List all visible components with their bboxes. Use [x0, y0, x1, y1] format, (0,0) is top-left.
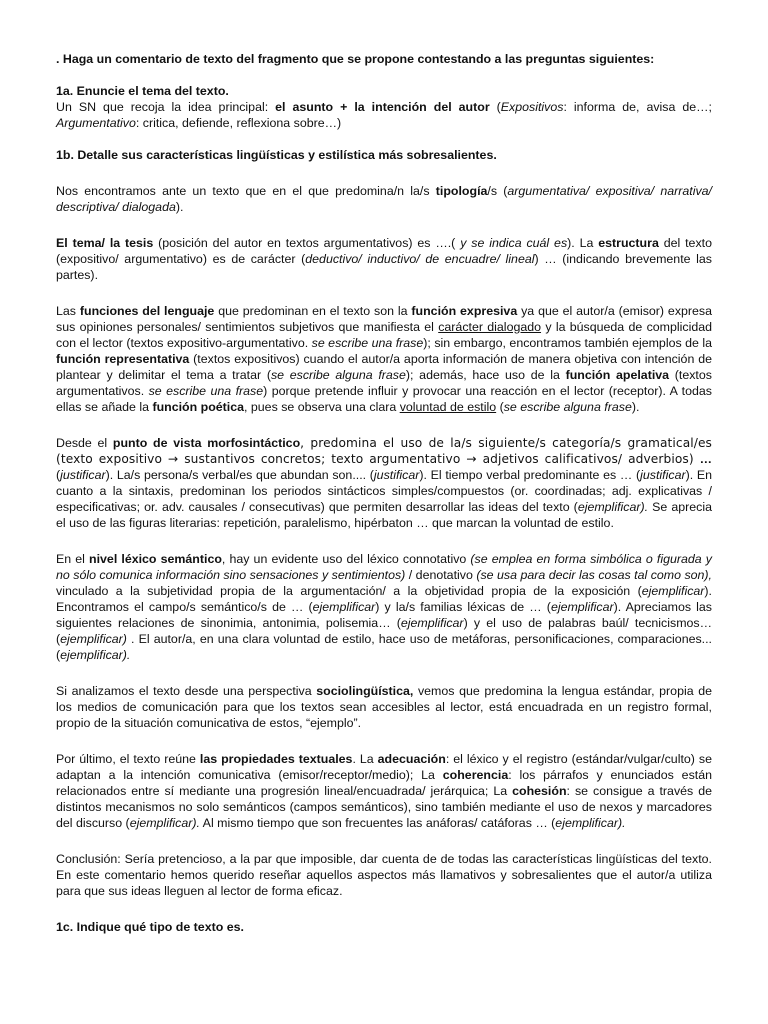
- text-run-bold: sociolingüística,: [316, 684, 414, 698]
- text-run-italic: justificar: [640, 468, 686, 482]
- text-run-italic: (se emplea en forma simbólica o figurada y no sólo comunica información sino sensaciones y sentimientos): [56, 552, 712, 582]
- text-run-bold: funciones del lenguaje: [79, 304, 215, 318]
- text-run-bold: las propiedades textuales: [199, 752, 353, 766]
- paragraph-morfosintactico: [56, 435, 712, 531]
- text-run-bold: función poética: [152, 400, 245, 414]
- text-run: ) porque pretende influir y provocar una reacción en el lector (receptor). A todas ellas se añade la: [56, 384, 712, 414]
- text-run-italic: y se indica cuál es: [460, 236, 568, 250]
- text-run-alt-font: , predomina el uso de la/s siguiente/s categoría/s gramatical/es (texto expositivo → sustantivos concretos; texto argumentativo → adjetivos calificativos/ adverbios): [56, 436, 712, 466]
- paragraph-tema: [56, 235, 712, 283]
- text-run-bold: adecuación: [377, 752, 446, 766]
- text-run-underline: voluntad de estilo: [399, 400, 497, 414]
- text-run-underline: carácter dialogado: [438, 320, 542, 334]
- text-run: En el: [56, 552, 90, 566]
- text-run: Si analizamos el texto desde una perspectiva: [56, 684, 317, 698]
- text-run-bold: coherencia: [442, 768, 509, 782]
- text-run: : se consigue a través de distintos mecanismos no solo semánticos (campos semánticos), sino también mediante el uso de nexos y marcadores del discurso (: [56, 784, 712, 830]
- text-run: /s (: [487, 184, 508, 198]
- text-run: Desde el: [56, 436, 113, 450]
- text-run-bold: …: [699, 452, 712, 466]
- text-run: ); además, hace uso de la: [405, 368, 566, 382]
- text-run: . El autor/a, en una clara voluntad de estilo, hace uso de metáforas, personificaciones, comparaciones... (: [56, 632, 712, 662]
- text-run: ) … (indicando brevemente las partes).: [56, 252, 712, 282]
- text-run-italic: se escribe una frase: [148, 384, 264, 398]
- text-run-italic: Expositivos: [500, 100, 564, 114]
- text-run: : los párrafos y enunciados están relacionados entre sí mediante una progresión lineal/encuadrada/ jerárquica; La: [56, 768, 712, 798]
- text-run: Por último, el texto reúne: [56, 752, 200, 766]
- paragraph-tipologia: [56, 183, 712, 215]
- paragraph-sociolinguistica: [56, 683, 712, 731]
- text-run: ). Encontramos el campo/s semántico/s de … (: [56, 584, 712, 614]
- text-run: / denotativo: [405, 568, 477, 582]
- text-run: ). El tiempo verbal predominante es … (: [419, 468, 641, 482]
- text-run: : informa de, avisa de…;: [563, 100, 712, 114]
- paragraph-conclusion: Conclusión: Sería pretencioso, a la par que imposible, dar cuenta de de todas las características lingüísticas del texto. En este comentario hemos querido reseñar aquellos aspectos más llamativos y sobresalientes que el autor/a utiliza para que sus ideas lleguen al lector de forma eficaz.: [56, 852, 712, 898]
- text-run-italic: deductivo/ inductivo/ de encuadre/ lineal: [305, 252, 535, 266]
- text-run: ).: [175, 200, 184, 214]
- text-run: Se aprecia el uso de las figuras literarias: repetición, paralelismo, hipérbaton … que marcan la voluntad de estilo.: [56, 500, 712, 530]
- text-run: ); sin embargo, encontramos también ejemplos de la: [423, 336, 713, 350]
- text-run: (: [56, 468, 61, 482]
- text-run-italic: se escribe alguna frase: [270, 368, 406, 382]
- text-run: (textos argumentativos.: [56, 368, 712, 398]
- text-run-bold: función apelativa: [565, 368, 670, 382]
- text-run: . La: [352, 752, 378, 766]
- text-run: y la búsqueda de complicidad con el lector (textos expositivo-argumentativo.: [56, 320, 712, 350]
- text-run: ya que el autor/a (emisor) expresa sus opiniones personales/ sentimientos subjetivos que manifiesta el: [56, 304, 713, 334]
- text-run-italic: se escribe una frase: [311, 336, 424, 350]
- paragraph-funciones: [56, 303, 712, 415]
- question-1a-heading: 1a. Enuncie el tema del texto.: [56, 84, 229, 98]
- text-run: : el léxico y el registro (estándar/vulgar/culto) se adaptan a la intención comunicativa (emisor/receptor/medio); La: [56, 752, 712, 782]
- text-run-bold: tipología: [435, 184, 488, 198]
- text-run: ) y la/s familias léxicas de … (: [375, 600, 551, 614]
- text-run-bold: nivel léxico semántico: [89, 552, 222, 566]
- text-run: Las: [56, 304, 80, 318]
- question-1b-heading: 1b. Detalle sus características lingüísticas y estilística más sobresalientes.: [56, 148, 497, 162]
- text-run-bold: El tema/ la tesis: [56, 236, 154, 250]
- text-run: Al mismo tiempo que son frecuentes las anáforas/ catáforas … (: [199, 816, 556, 830]
- text-run-italic: ejemplificar: [641, 584, 705, 598]
- text-run-bold: función expresiva: [411, 304, 518, 318]
- text-run: ). En cuanto a la sintaxis, predominan los periodos sintácticos simples/compuestos (or. coordinadas; adj. explicativas / especificativas; or. adv. causales / consecutivas) que permiten desarrollar las ideas del texto (: [56, 468, 713, 514]
- instructions-heading: . Haga un comentario de texto del fragmento que se propone contestando a las preguntas siguientes:: [56, 52, 655, 66]
- text-run: (textos expositivos) cuando el autor/a aporta información de manera objetiva con intención de plantear y delimitar el tema a tratar (: [56, 352, 712, 382]
- text-run-bold: estructura: [598, 236, 659, 250]
- text-run-italic: (se usa para decir las cosas tal como son),: [476, 568, 712, 582]
- text-run: , hay un evidente uso del léxico connotativo: [221, 552, 471, 566]
- text-run: ). Apreciamos las siguientes relaciones de sinonimia, antonimia, polisemia… (: [56, 600, 712, 630]
- text-run: Un SN que recoja la idea principal:: [56, 100, 276, 114]
- paragraph-lexico-semantico: [56, 551, 712, 663]
- text-run-bold: cohesión: [512, 784, 567, 798]
- question-1c-heading: 1c. Indique qué tipo de texto es.: [56, 920, 244, 934]
- text-run-italic: ejemplificar).: [60, 648, 131, 662]
- text-run-italic: justificar: [60, 468, 106, 482]
- text-run-bold: punto de vista morfosintáctico: [112, 436, 301, 450]
- text-run: , pues se observa una clara: [244, 400, 400, 414]
- text-run: Nos encontramos ante un texto que en el que predomina/n la/s: [56, 184, 436, 198]
- text-run-italic: justificar: [373, 468, 420, 482]
- text-run-italic: ejemplificar).: [129, 816, 200, 830]
- text-run: (: [489, 100, 501, 114]
- text-run-italic: argumentativa/ expositiva/ narrativa/ descriptiva/ dialogada: [56, 184, 712, 214]
- text-run: ) y el uso de palabras baúl/ tecnicismos… (: [56, 616, 712, 646]
- text-run: (posición del autor en textos argumentativos) es ….(: [153, 236, 461, 250]
- text-run: ). La/s persona/s verbal/es que abundan son.... (: [105, 468, 374, 482]
- text-run-bold: función representativa: [56, 352, 190, 366]
- text-run: ).: [631, 400, 640, 414]
- text-run-italic: ejemplificar: [312, 600, 376, 614]
- text-run-italic: ejemplificar): [60, 632, 127, 646]
- text-run-italic: se escribe alguna frase: [503, 400, 632, 414]
- text-run-italic: Argumentativo: [56, 116, 136, 130]
- text-run-bold: el asunto + la intención del autor: [275, 100, 490, 114]
- text-run: : critica, defiende, reflexiona sobre…): [135, 116, 342, 130]
- text-run: del texto (expositivo/ argumentativo) es de carácter (: [56, 236, 712, 266]
- text-run: vemos que predomina la lengua estándar, propia de los medios de comunicación para que los textos sean accesibles al lector, está encuadrada en un registro formal, propio de la situación comunicativa de estos, “ejemplo”.: [56, 684, 713, 730]
- text-run: (: [496, 400, 504, 414]
- question-1a-body: [56, 99, 712, 131]
- text-run-italic: ejemplificar).: [577, 500, 649, 514]
- text-run-italic: ejemplificar: [400, 616, 464, 630]
- text-run-italic: ejemplificar).: [555, 816, 626, 830]
- text-run: que predominan en el texto son la: [214, 304, 412, 318]
- text-run-italic: ejemplificar: [550, 600, 614, 614]
- paragraph-propiedades-textuales: [56, 751, 712, 831]
- text-run: vinculado a la subjetividad propia de la argumentación/ a la objetividad propia de la exposición (: [56, 584, 642, 598]
- text-run: ). La: [567, 236, 599, 250]
